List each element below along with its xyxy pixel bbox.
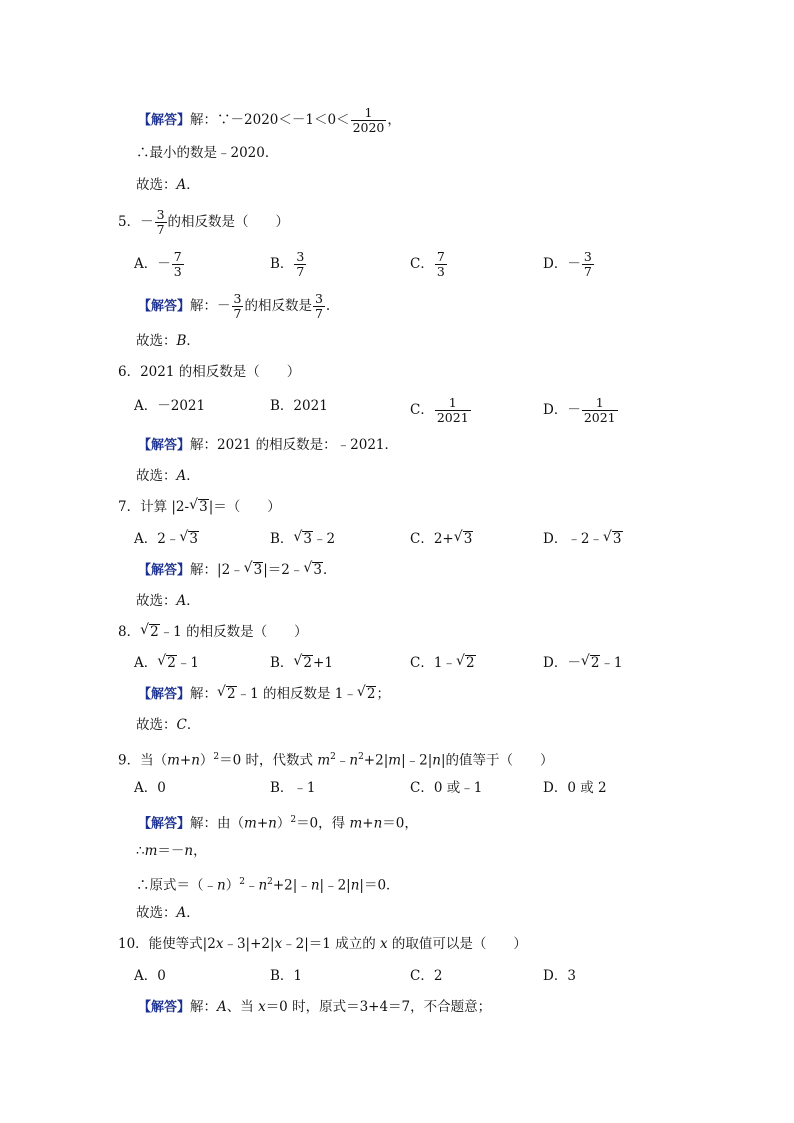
q8-solution: 【解答】解：√ 2﹣1 的相反数是 1﹣√ 2； [138,684,390,705]
question-6: 6．2021 的相反数是（ ） [118,364,301,380]
q5-option-c: C． $\frac{7}{3}$ [410,249,445,279]
q7-option-a: A．2﹣√ 3 [134,529,199,549]
q10-option-c: C．2 [410,968,443,984]
q5-option-d: D．－ $\frac{3}{7}$ [543,249,592,279]
q5-choice: 故选：B． [136,333,200,349]
q10-option-d: D．3 [543,968,576,984]
q6-option-d: D．－ $\frac{1}{2021}$ [543,395,616,425]
question-9: 9．当$(m+n)^2=0$ 时，代数式 $m^2﹣n^2+2|m|﹣2|n|$的值等于（ ） [118,752,554,769]
q9-solution-2: ∴m＝－n， [136,843,207,859]
q9-choice: 故选：A． [136,905,200,921]
q7-choice: 故选：A． [136,593,200,609]
q9-solution-1: 【解答】解：由$(m+n)^2=0$，得 m+n＝0， [138,815,418,832]
q10-option-a: A．0 [134,968,166,984]
conclusion-line: ∴最小的数是﹣2020． [136,145,279,161]
q6-choice: 故选：A． [136,468,200,484]
q8-option-c: C．1﹣√ 2 [410,653,476,673]
q9-option-a: A．0 [134,780,166,796]
question-8: 8．√ 2﹣1 的相反数是（ ） [118,622,308,642]
q6-option-b: B．2021 [270,398,328,414]
solution-line: 【解答】解：∵－2020＜－1＜0＜ $\frac{1}{2020}$ ， [138,105,401,135]
q7-option-c: C．2+√ 3 [410,529,473,549]
q9-option-b: B．﹣1 [270,780,316,796]
q8-option-a: A．√ 2﹣1 [134,653,199,673]
q9-solution-3: ∴原式$=(﹣n)^2﹣n^2+2|﹣n|﹣2|n|=0$． [136,877,400,894]
q10-solution: 【解答】解：A、当 x＝0 时，原式＝3+4＝7，不合题意； [138,999,492,1015]
question-10: 10．能使等式|2x﹣3|+2|x﹣2|＝1 成立的 x 的取值可以是（ ） [118,936,527,952]
q6-solution: 【解答】解：2021 的相反数是：﹣2021． [138,437,399,453]
q10-option-b: B．1 [270,968,303,984]
question-5: 5．－ $\frac{3}{7}$ 的相反数是（ ） [118,207,290,237]
answer-tag: 【解答】 [138,113,191,128]
q8-option-b: B．√ 2+1 [270,653,333,673]
fraction: $\frac{1}{2020}$ [352,105,385,135]
q9-option-c: C．0 或﹣1 [410,780,483,796]
q7-solution: 【解答】解：|2﹣√ 3|＝2﹣√ 3． [138,560,336,581]
choice-line: 故选：A． [136,177,200,193]
q9-option-d: D．0 或 2 [543,780,607,796]
q5-option-b: B． $\frac{3}{7}$ [270,249,305,279]
q5-option-a: A．－ $\frac{7}{3}$ [134,249,182,279]
q6-option-a: A．－2021 [134,398,206,414]
q5-solution: 【解答】解：－ $\frac{3}{7}$ 的相反数是 $\frac{3}{7}$ . [138,291,331,321]
q6-option-c: C． $\frac{1}{2021}$ [410,395,469,425]
q8-choice: 故选：C． [136,717,201,733]
q8-option-d: D．－√ 2﹣1 [543,653,623,673]
q7-option-b: B．√ 3﹣2 [270,529,335,549]
q7-option-d: D．﹣2﹣√ 3 [543,529,623,549]
question-7: 7．计算 |2-√ 3|＝（ ） [118,497,281,517]
